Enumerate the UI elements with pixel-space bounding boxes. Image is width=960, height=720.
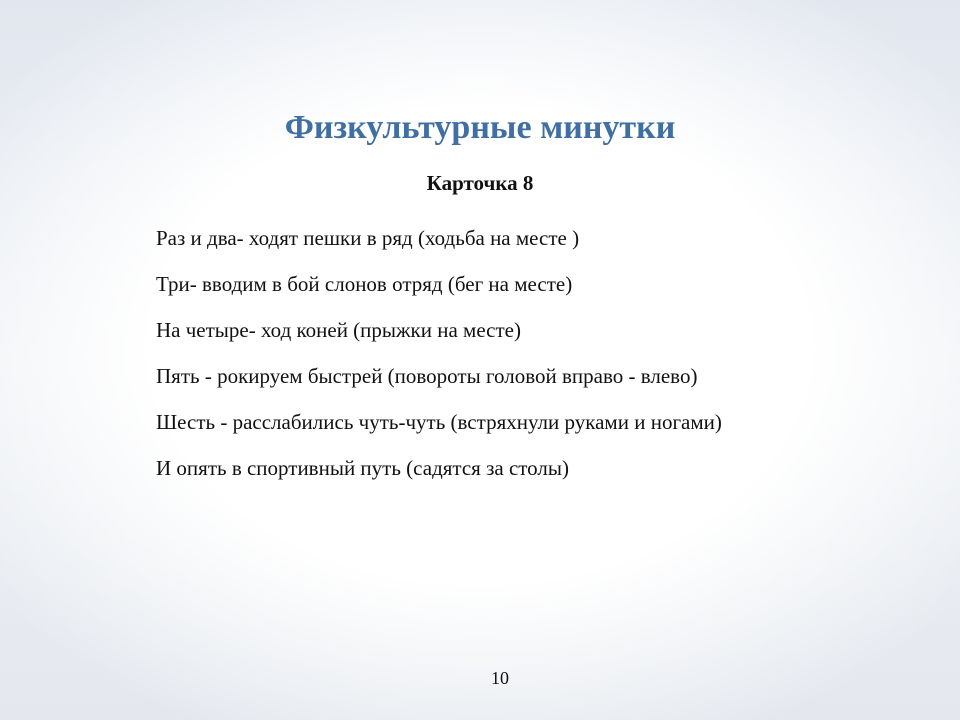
exercise-line: Шесть - расслабились чуть-чуть (встряхнули руками и ногами)	[156, 410, 722, 434]
exercise-line: Пять - рокируем быстрей (повороты головой вправо - влево)	[156, 364, 698, 388]
exercise-line: И опять в спортивный путь (садятся за столы)	[156, 456, 569, 480]
exercise-line: Три- вводим в бой слонов отряд (бег на месте)	[156, 272, 573, 296]
exercise-line: Раз и два- ходят пешки в ряд (ходьба на месте )	[156, 226, 580, 250]
slide-title: Физкультурные минутки	[284, 109, 676, 146]
card-subtitle: Карточка 8	[426, 171, 534, 195]
exercise-lines	[156, 223, 916, 499]
page-number: 10	[491, 668, 509, 688]
exercise-line: На четыре- ход коней (прыжки на месте)	[156, 318, 521, 342]
